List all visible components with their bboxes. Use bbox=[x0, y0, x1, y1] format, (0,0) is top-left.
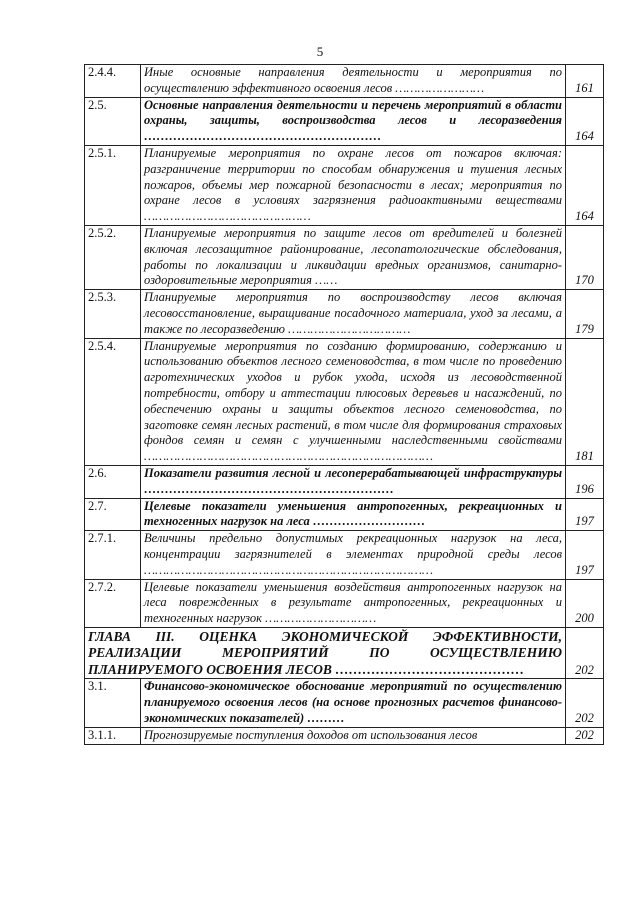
toc-section-title: Прогнозируемые поступления доходов от использования лесов bbox=[141, 727, 566, 744]
toc-row bbox=[85, 465, 604, 498]
toc-row bbox=[85, 727, 604, 744]
toc-page-number: 202 bbox=[566, 727, 604, 744]
toc-section-title: Иные основные направления деятельности и мероприятия по осуществлению эффективного освоения лесов …………………… bbox=[141, 65, 566, 98]
toc-row bbox=[85, 627, 604, 679]
toc-section-title: Целевые показатели уменьшения воздействия антропогенных нагрузок на леса поврежденных в результате антропогенных, рекреационных и техногенных нагрузок ………………………… bbox=[141, 579, 566, 627]
toc-page-number: 164 bbox=[566, 97, 604, 145]
toc-section-number: 2.7.1. bbox=[85, 531, 141, 579]
toc-page-number: 164 bbox=[566, 145, 604, 225]
toc-section-number: 3.1.1. bbox=[85, 727, 141, 744]
toc-section-number: 2.7.2. bbox=[85, 579, 141, 627]
toc-row bbox=[85, 225, 604, 289]
toc-section-number: 2.4.4. bbox=[85, 65, 141, 98]
page-number: 5 bbox=[316, 44, 324, 59]
toc-chapter-title: ГЛАВА III. ОЦЕНКА ЭКОНОМИЧЕСКОЙ ЭФФЕКТИВНОСТИ, РЕАЛИЗАЦИИ МЕРОПРИЯТИЙ ПО ОСУЩЕСТВЛЕНИЮ ПЛАНИРУЕМОГО ОСВОЕНИЯ ЛЕСОВ …………………………………… bbox=[85, 627, 566, 679]
toc-page-number: 170 bbox=[566, 225, 604, 289]
toc-section-title: Планируемые мероприятия по защите лесов от вредителей и болезней включая лесозащитное районирование, лесопатологические обследования, работы по локализации и ликвидации вредных организмов, санитарно-оздоровительные мероприятия …… bbox=[141, 225, 566, 289]
toc-section-title: Основные направления деятельности и перечень мероприятий в области охраны, защиты, воспроизводства лесов и лесоразведения ………………………………………………… bbox=[141, 97, 566, 145]
toc-row bbox=[85, 579, 604, 627]
toc-section-title: Планируемые мероприятия по созданию формированию, содержанию и использованию объектов лесного семеноводства, в том числе по проведению агротехнических уходов и рубок ухода, исходя из лесоводственной потребности, отбору и аттестации плюсовых деревьев и насаждений, по обеспечению охраны и защиты объектов лесного семеноводства, по заготовке семян лесных растений, в том числе для формирования страховых фондов семян и семян с улучшенными наследственными свойствами …………………………………………………………………… bbox=[141, 338, 566, 465]
toc-page-number: 197 bbox=[566, 531, 604, 579]
toc-page-number: 196 bbox=[566, 465, 604, 498]
toc-section-number: 2.5.4. bbox=[85, 338, 141, 465]
toc-body bbox=[85, 65, 604, 745]
table-of-contents bbox=[84, 64, 604, 745]
toc-row bbox=[85, 679, 604, 727]
toc-section-number: 2.5.3. bbox=[85, 290, 141, 338]
toc-row bbox=[85, 338, 604, 465]
toc-page-number: 181 bbox=[566, 338, 604, 465]
toc-section-number: 2.5.2. bbox=[85, 225, 141, 289]
toc-page-number: 197 bbox=[566, 498, 604, 531]
toc-section-number: 2.5.1. bbox=[85, 145, 141, 225]
toc-row bbox=[85, 97, 604, 145]
toc-row bbox=[85, 145, 604, 225]
toc-row bbox=[85, 290, 604, 338]
toc-section-number: 3.1. bbox=[85, 679, 141, 727]
toc-section-number: 2.7. bbox=[85, 498, 141, 531]
toc-row bbox=[85, 65, 604, 98]
toc-page-number: 179 bbox=[566, 290, 604, 338]
toc-row bbox=[85, 498, 604, 531]
toc-section-number: 2.5. bbox=[85, 97, 141, 145]
toc-section-title: Финансово-экономическое обоснование мероприятий по осуществлению планируемого освоения лесов (на основе прогнозных расчетов финансово-экономических показателей) ……… bbox=[141, 679, 566, 727]
toc-section-title: Планируемые мероприятия по охране лесов от пожаров включая: разграничение территории по способам обнаружения и тушения лесных пожаров, объемы мер пожарной безопасности в лесах; мероприятия по охране лесов в условиях загрязнения радиоактивными веществами ……………………………………… bbox=[141, 145, 566, 225]
toc-page-number: 202 bbox=[566, 627, 604, 679]
toc-section-title: Показатели развития лесной и лесоперерабатывающей инфраструктуры …………………………………………………… bbox=[141, 465, 566, 498]
toc-section-title: Величины предельно допустимых рекреационных нагрузок на леса, концентрации загрязнителей в элементах природной среды лесов …………………………………………………………………… bbox=[141, 531, 566, 579]
toc-page-number: 200 bbox=[566, 579, 604, 627]
toc-section-number: 2.6. bbox=[85, 465, 141, 498]
toc-row bbox=[85, 531, 604, 579]
toc-page-number: 161 bbox=[566, 65, 604, 98]
toc-section-title: Целевые показатели уменьшения антропогенных, рекреационных и техногенных нагрузок на леса ……………………… bbox=[141, 498, 566, 531]
toc-section-title: Планируемые мероприятия по воспроизводству лесов включая лесовосстановление, выращивание посадочного материала, уход за лесами, а также по лесоразведению …………………………… bbox=[141, 290, 566, 338]
toc-page-number: 202 bbox=[566, 679, 604, 727]
